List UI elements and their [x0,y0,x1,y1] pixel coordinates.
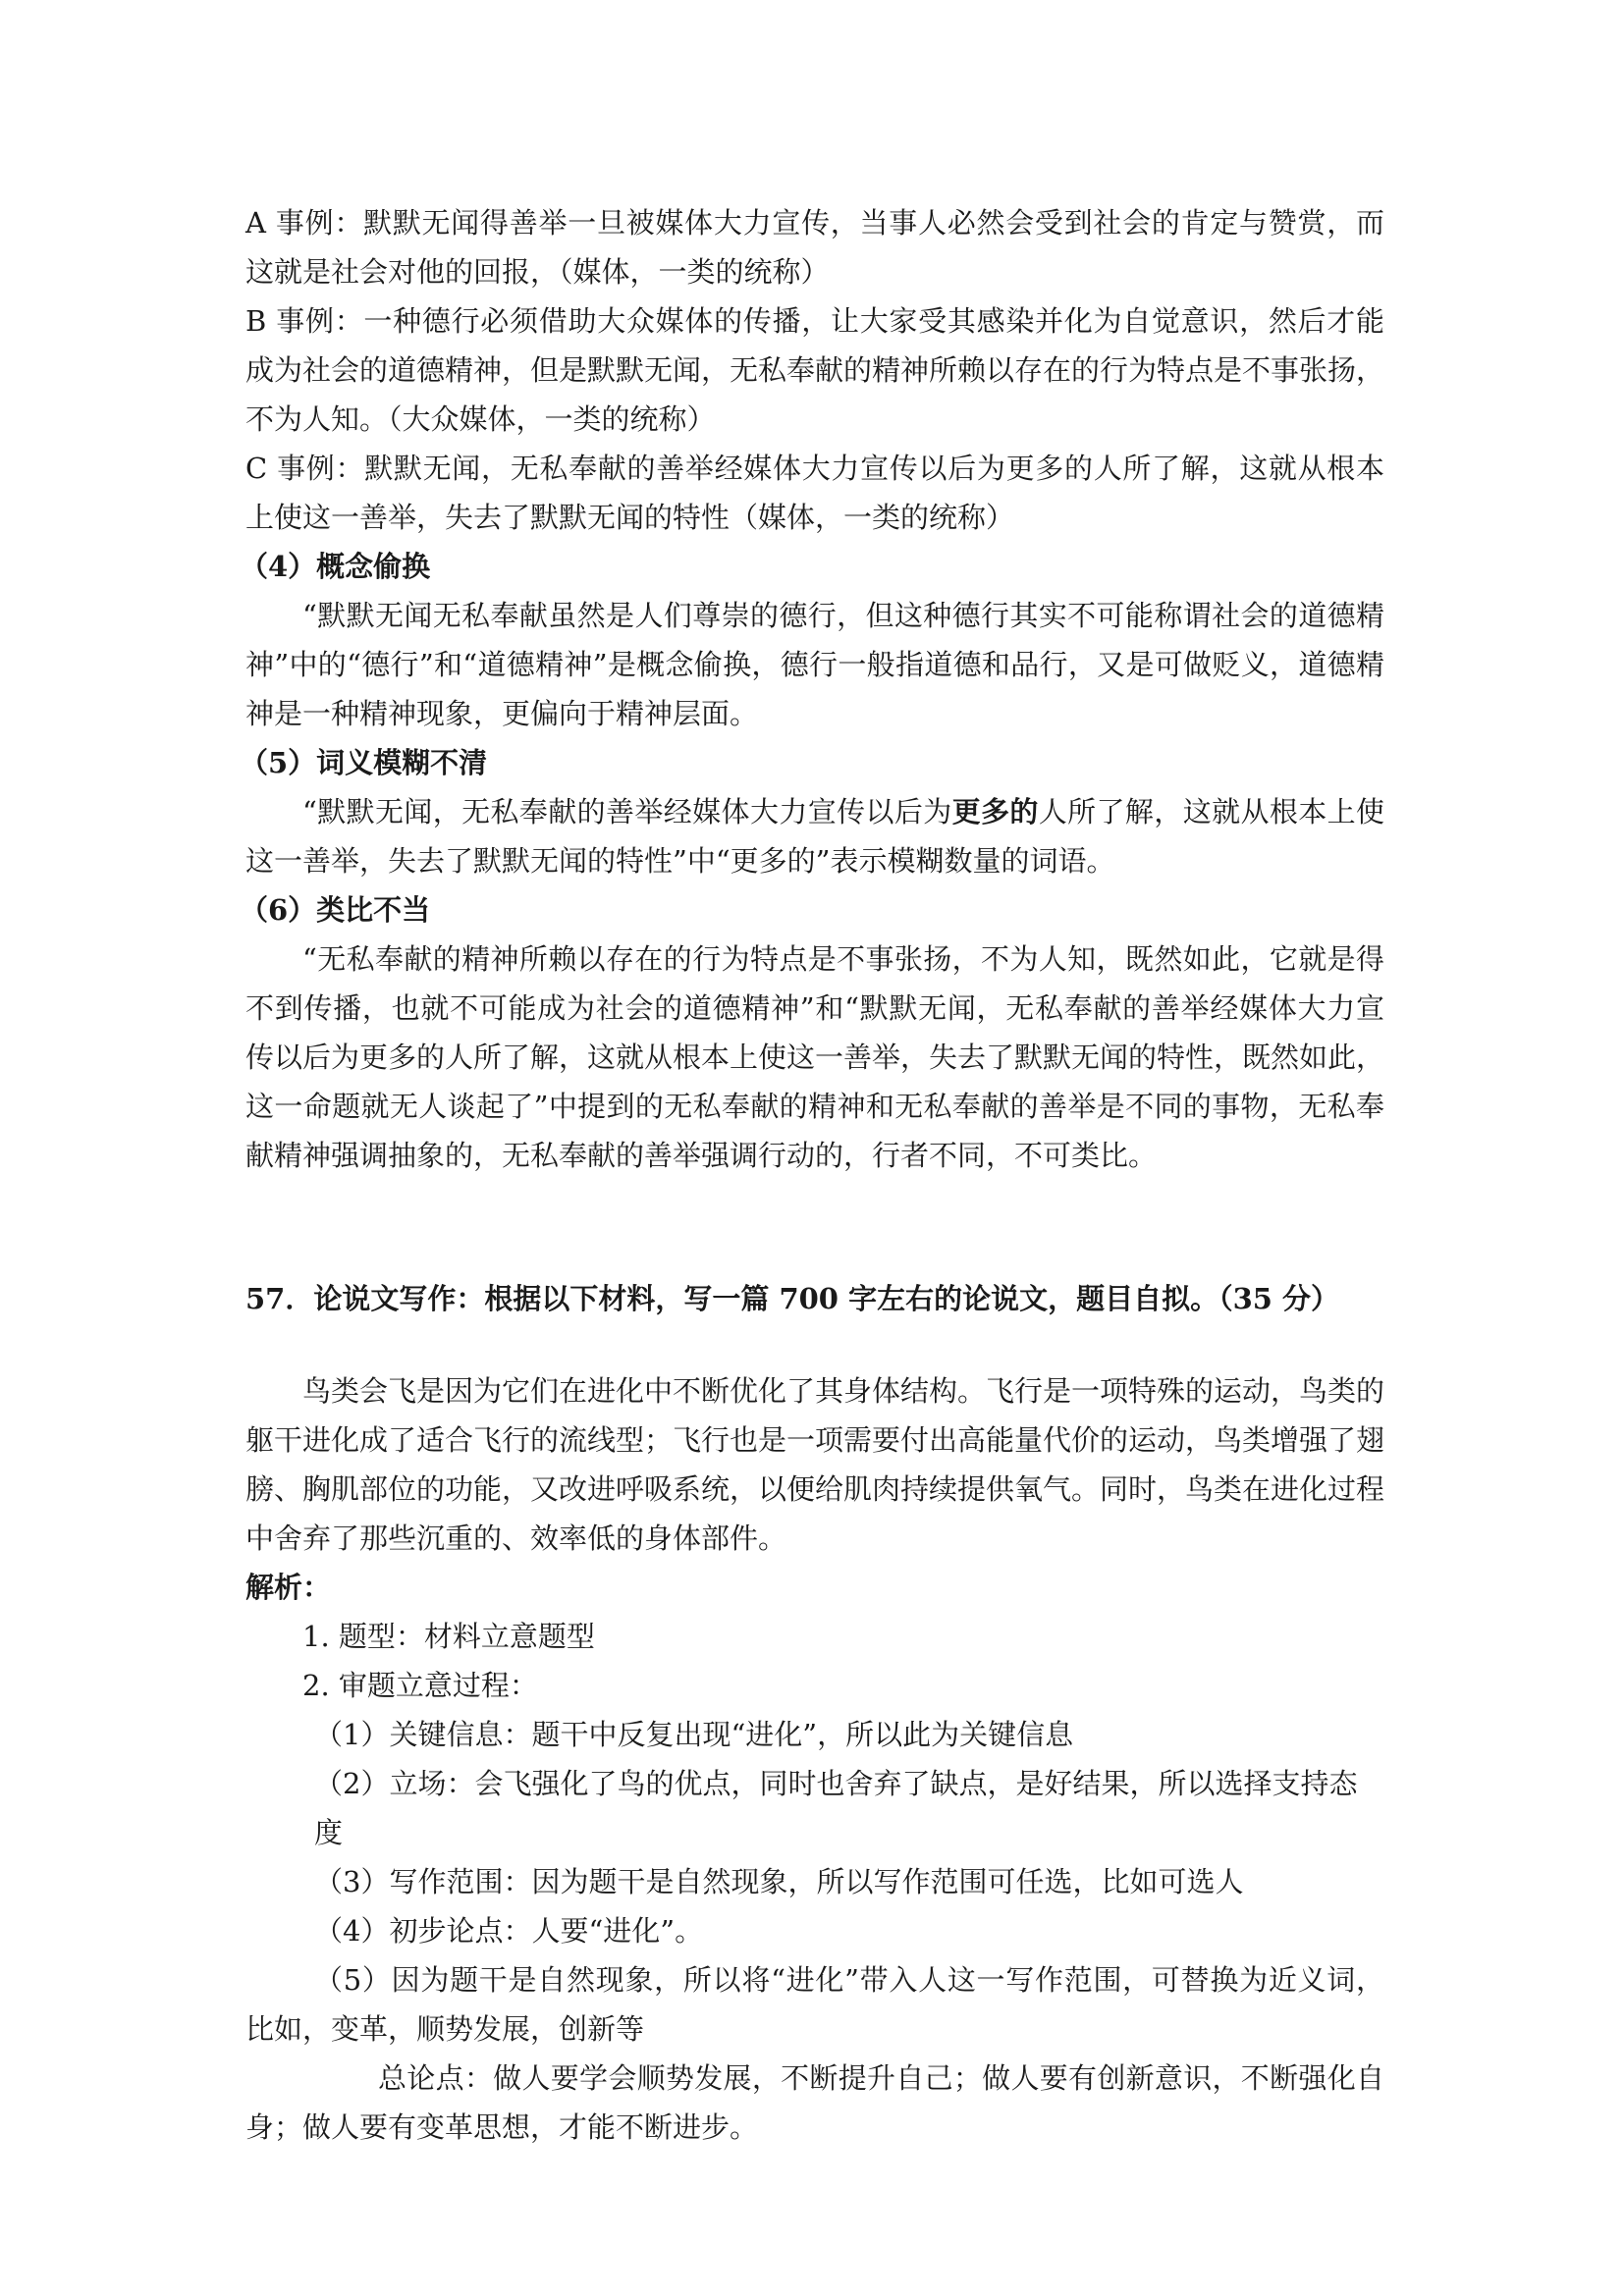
analysis-sub-5: （5）因为题干是自然现象，所以将“进化”带入人这一写作范围，可替换为近义词，比如，变革，顺势发展，创新等 [245,1963,1384,2046]
section-5-body [245,787,1384,885]
analysis-label: 解析： [245,1571,332,1604]
section-5-heading: （5）词义模糊不清 [240,746,488,779]
analysis-sub-1: （1）关键信息：题干中反复出现“进化”，所以此为关键信息 [314,1718,1074,1751]
section-5-text-post: 人所了解，这就从根本上使这一善举，失去了默默无闻的特性”中“更多的”表示模糊数量的词语。 [245,795,1384,878]
question-57-material: 鸟类会飞是因为它们在进化中不断优化了其身体结构。飞行是一项特殊的运动，鸟类的躯干进化成了适合飞行的流线型；飞行也是一项需要付出高能量代价的运动，鸟类增强了翅膀、胸肌部位的功能，又改进呼吸系统，以便给肌肉持续提供氧气。同时，鸟类在进化过程中舍弃了那些沉重的、效率低的身体部件。 [245,1374,1385,1555]
section-5-text-pre: “默默无闻，无私奉献的善举经媒体大力宣传以后为 [302,795,952,828]
question-57-title: 57．论说文写作：根据以下材料，写一篇 700 字左右的论说文，题目自拟。（35 分） [245,1282,1340,1315]
analysis-sub-2: （2）立场：会飞强化了鸟的优点，同时也舍弃了缺点，是好结果，所以选择支持态度 [314,1767,1358,1849]
analysis-sub-3: （3）写作范围：因为题干是自然现象，所以写作范围可任选，比如可选人 [314,1865,1244,1898]
section-4-body: “默默无闻无私奉献虽然是人们尊崇的德行，但这种德行其实不可能称谓社会的道德精神”中的“德行”和“道德精神”是概念偷换，德行一般指道德和品行，又是可做贬义，道德精神是一种精神现象，更偏向于精神层面。 [245,599,1384,730]
overall-thesis: 总论点：做人要学会顺势发展，不断提升自己；做人要有创新意识，不断强化自身；做人要有变革思想，才能不断进步。 [245,2061,1384,2144]
document-page [240,198,1385,2152]
section-5-bold-term: 更多的 [951,795,1039,828]
section-6-heading: （6）类比不当 [240,893,431,927]
analysis-item-2: 2. 审题立意过程： [302,1669,538,1702]
analysis-sub-4: （4）初步论点：人要“进化”。 [314,1914,704,1948]
example-b: B 事例：一种德行必须借助大众媒体的传播，让大家受其感染并化为自觉意识，然后才能成为社会的道德精神，但是默默无闻，无私奉献的精神所赖以存在的行为特点是不事张扬，不为人知。（大众媒体，一类的统称） [245,304,1385,436]
example-a: A 事例：默默无闻得善举一旦被媒体大力宣传，当事人必然会受到社会的肯定与赞赏，而这就是社会对他的回报，（媒体，一类的统称） [245,206,1384,289]
section-6-body: “无私奉献的精神所赖以存在的行为特点是不事张扬，不为人知，既然如此，它就是得不到传播，也就不可能成为社会的道德精神”和“默默无闻，无私奉献的善举经媒体大力宣传以后为更多的人所了解，这就从根本上使这一善举，失去了默默无闻的特性，既然如此，这一命题就无人谈起了”中提到的无私奉献的精神和无私奉献的善举是不同的事物，无私奉献精神强调抽象的，无私奉献的善举强调行动的，行者不同，不可类比。 [245,942,1385,1172]
example-c: C 事例：默默无闻，无私奉献的善举经媒体大力宣传以后为更多的人所了解，这就从根本上使这一善举，失去了默默无闻的特性（媒体，一类的统称） [245,452,1384,534]
analysis-item-1: 1. 题型：材料立意题型 [302,1620,595,1653]
section-4-heading: （4）概念偷换 [240,550,431,583]
